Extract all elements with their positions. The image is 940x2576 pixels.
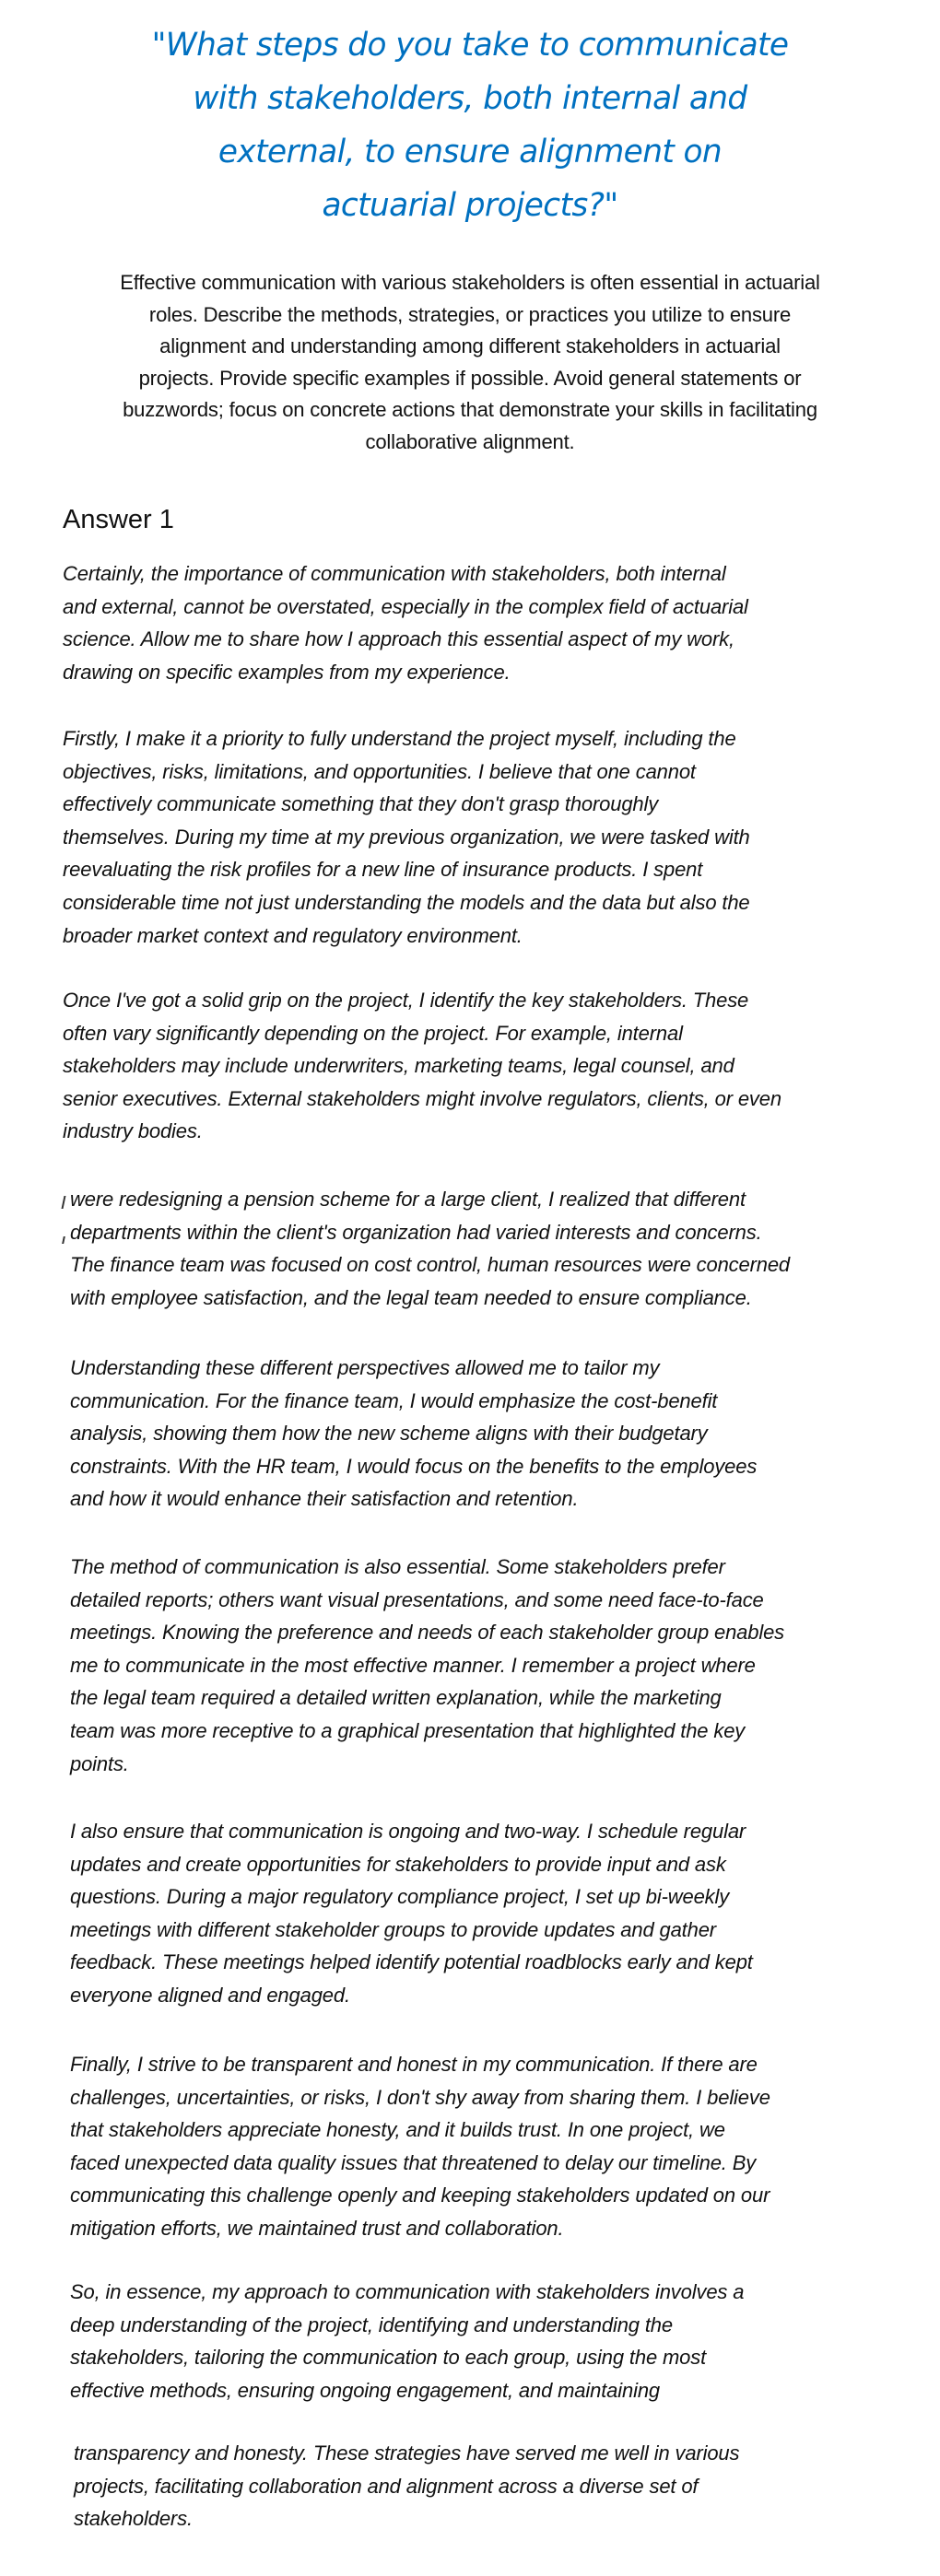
paragraph-line: stakeholders. [74, 2507, 193, 2531]
paragraph-line: The finance team was focused on cost control, human resources were concerned [70, 1253, 791, 1277]
answer-paragraph [63, 557, 748, 688]
paragraph-line: projects, facilitating collaboration and alignment across a diverse set of [74, 2474, 699, 2498]
paragraph-line: effective methods, ensuring ongoing engagement, and maintaining [70, 2378, 660, 2402]
paragraph-line: considerable time not just understanding the models and the data but also the [63, 890, 750, 914]
paragraph-line: feedback. These meetings helped identify potential roadblocks early and kept [70, 1950, 753, 1974]
paragraph-line: meetings with different stakeholder groups to provide updates and gather [70, 1917, 716, 1941]
description-line: projects. Provide specific examples if possible. Avoid general statements or [138, 366, 802, 390]
paragraph-line: So, in essence, my approach to communication with stakeholders involves a [70, 2280, 745, 2303]
paragraph-line: challenges, uncertainties, or risks, I don't shy away from sharing them. I believe [70, 2085, 770, 2109]
paragraph-line: questions. During a major regulatory compliance project, I set up bi-weekly [70, 1885, 730, 1909]
answer-paragraph [74, 2437, 739, 2535]
paragraph-line: Understanding these different perspectives allowed me to tailor my [70, 1356, 660, 1379]
cropped-text-fragment [62, 1196, 68, 1209]
answer-paragraph [70, 1551, 784, 1780]
paragraph-line: Once I've got a solid grip on the project, I identify the key stakeholders. These [63, 989, 749, 1012]
description-line: buzzwords; focus on concrete actions that demonstrate your skills in facilitating [123, 398, 817, 422]
paragraph-line: Finally, I strive to be transparent and honest in my communication. If there are [70, 2053, 758, 2076]
answer-paragraph [70, 2276, 744, 2406]
cropped-text-fragment [62, 1236, 67, 1244]
paragraph-line: faced unexpected data quality issues that threatened to delay our timeline. By [70, 2150, 757, 2174]
answer-paragraph [70, 2048, 770, 2245]
paragraph-line: that stakeholders appreciate honesty, and it builds trust. In one project, we [70, 2118, 725, 2142]
paragraph-line: and external, cannot be overstated, especially in the complex field of actuarial [63, 594, 748, 618]
paragraph-line: broader market context and regulatory environment. [63, 923, 523, 947]
paragraph-line: reevaluating the risk profiles for a new line of insurance products. I spent [63, 858, 703, 882]
paragraph-line: meetings. Knowing the preference and needs of each stakeholder group enables [70, 1621, 785, 1645]
paragraph-line: me to communicate in the most effective manner. I remember a project where [70, 1653, 756, 1677]
paragraph-line: communication. For the finance team, I would emphasize the cost-benefit [70, 1388, 718, 1412]
answer-paragraph [63, 722, 750, 952]
paragraph-line: stakeholders, tailoring the communication to each group, using the most [70, 2346, 707, 2370]
paragraph-line: updates and create opportunities for stakeholders to provide input and ask [70, 1852, 726, 1876]
paragraph-line: departments within the client's organization had varied interests and concerns. [70, 1220, 762, 1244]
paragraph-line: constraints. With the HR team, I would focus on the benefits to the employees [70, 1454, 758, 1478]
question-title-line: external, to ensure alignment on [217, 134, 723, 170]
description-line: alignment and understanding among different stakeholders in actuarial [159, 334, 781, 358]
paragraph-line: deep understanding of the project, identifying and understanding the [70, 2313, 673, 2336]
answer-paragraph [63, 984, 781, 1148]
description-line: collaborative alignment. [365, 429, 575, 453]
question-title [0, 18, 940, 232]
answer-paragraph [70, 1352, 757, 1516]
paragraph-line: Certainly, the importance of communication with stakeholders, both internal [63, 562, 726, 585]
paragraph-line: analysis, showing them how the new scheme aligns with their budgetary [70, 1422, 708, 1446]
paragraph-line: science. Allow me to share how I approach this essential aspect of my work, [63, 627, 734, 651]
paragraph-line: I also ensure that communication is ongoing and two-way. I schedule regular [70, 1820, 746, 1843]
paragraph-line: effectively communicate something that they don't grasp thoroughly [63, 792, 659, 816]
question-title-line: with stakeholders, both internal and [193, 80, 747, 117]
paragraph-line: communicating this challenge openly and keeping stakeholders updated on our [70, 2184, 770, 2207]
paragraph-line: detailed reports; others want visual presentations, and some need face-to-face [70, 1587, 764, 1611]
paragraph-line: senior executives. External stakeholders might involve regulators, clients, or even [63, 1086, 781, 1110]
paragraph-line: points. [70, 1751, 129, 1775]
question-title-line: actuarial projects?" [322, 187, 618, 224]
paragraph-line: themselves. During my time at my previous organization, we were tasked with [63, 825, 750, 849]
answer-paragraph [70, 1183, 790, 1314]
paragraph-line: Firstly, I make it a priority to fully understand the project myself, including the [63, 727, 736, 750]
question-title-line: "What steps do you take to communicate [151, 27, 789, 64]
paragraph-line: mitigation efforts, we maintained trust and collaboration. [70, 2216, 564, 2240]
paragraph-line: and how it would enhance their satisfaction and retention. [70, 1487, 579, 1511]
paragraph-line: often vary significantly depending on the project. For example, internal [63, 1021, 683, 1045]
description-line: Effective communication with various stakeholders is often essential in actuarial [120, 271, 820, 294]
description-line: roles. Describe the methods, strategies, or practices you utilize to ensure [148, 302, 792, 326]
paragraph-line: the legal team required a detailed written explanation, while the marketing [70, 1686, 722, 1710]
answer-paragraph [70, 1815, 753, 2012]
paragraph-line: were redesigning a pension scheme for a large client, I realized that different [70, 1188, 746, 1211]
paragraph-line: The method of communication is also essential. Some stakeholders prefer [70, 1555, 725, 1578]
paragraph-line: objectives, risks, limitations, and opportunities. I believe that one cannot [63, 759, 696, 783]
paragraph-line: industry bodies. [63, 1119, 203, 1143]
paragraph-line: with employee satisfaction, and the legal team needed to ensure compliance. [70, 1285, 752, 1309]
paragraph-line: transparency and honesty. These strategies have served me well in various [74, 2441, 740, 2465]
paragraph-line: team was more receptive to a graphical presentation that highlighted the key [70, 1718, 746, 1742]
paragraph-line: everyone aligned and engaged. [70, 1983, 350, 2007]
question-description [0, 267, 940, 459]
answer-heading: Answer 1 [63, 505, 174, 534]
paragraph-line: drawing on specific examples from my experience. [63, 660, 511, 684]
paragraph-line: stakeholders may include underwriters, marketing teams, legal counsel, and [63, 1054, 734, 1078]
